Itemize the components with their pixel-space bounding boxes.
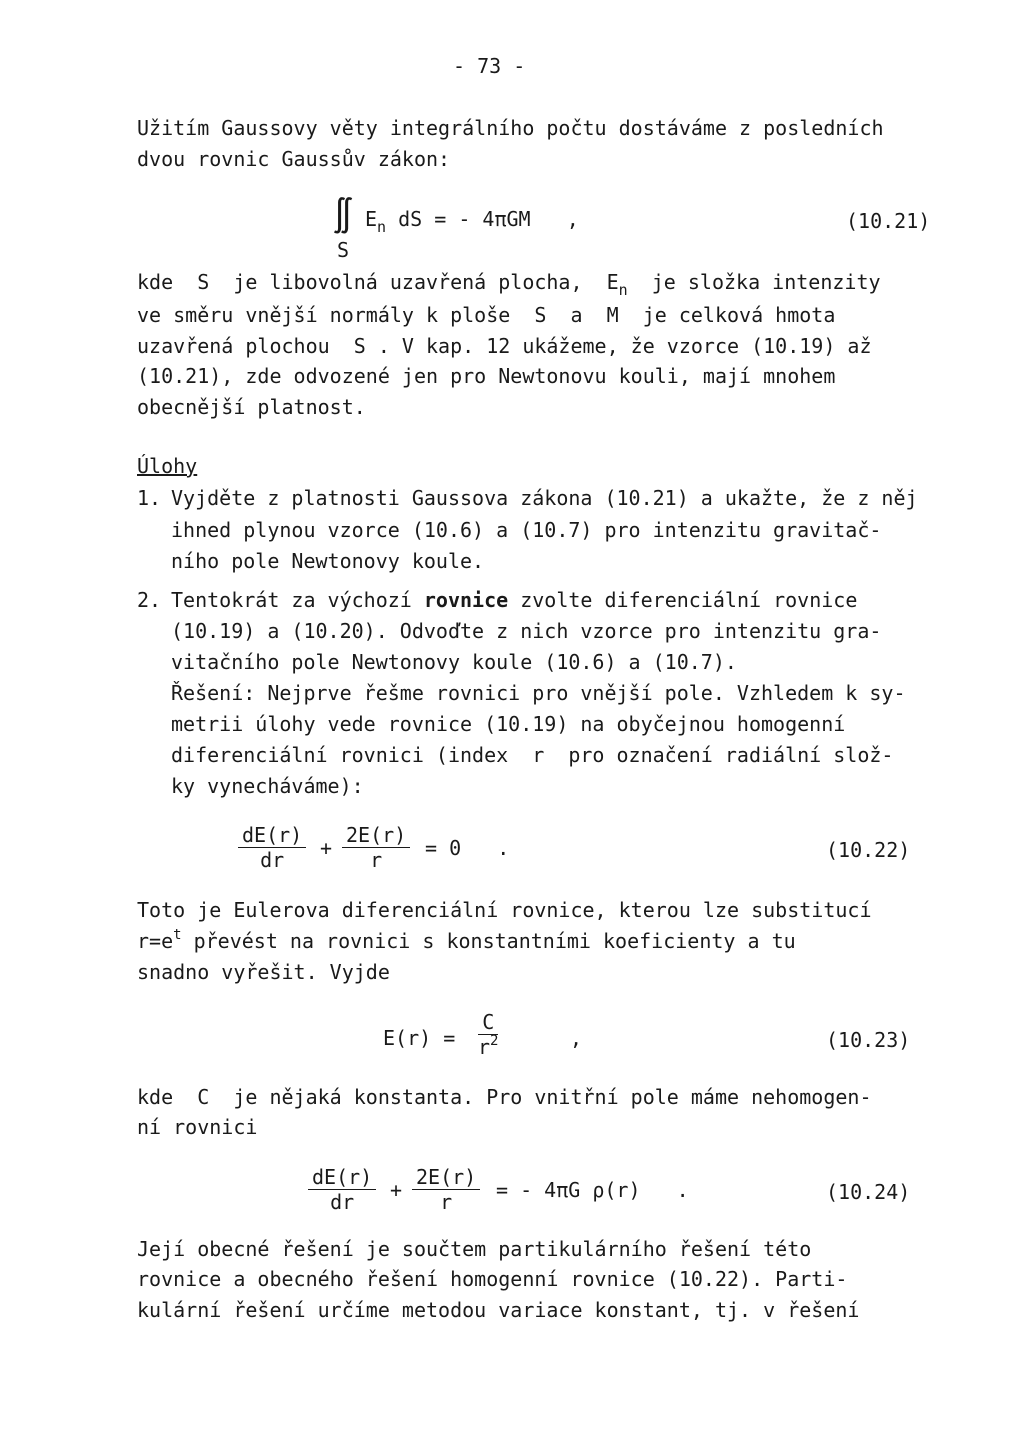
surface-integral-symbol: ∬ <box>333 196 354 236</box>
p4-line-2: ní rovnici <box>137 1115 258 1139</box>
fraction-C-r2 <box>478 1010 498 1059</box>
item-2-line-6: diferenciální rovnici (index r pro označení radiální slož- <box>171 743 894 767</box>
p2-line-2: ve směru vnější normály k ploše S a M je celková hmota <box>137 303 836 327</box>
p2-line-1: kde S je libovolná uzavřená plocha, $E_n$ je složka intenzity <box>137 270 881 299</box>
item-2-line-5: metrii úlohy vede rovnice (10.19) na obyčejnou homogenní <box>171 712 846 736</box>
fraction-denominator: dr <box>260 848 285 872</box>
item-2-line-3: vitačního pole Newtonovy koule (10.6) a (10.7). <box>171 650 737 674</box>
item-1-number: 1. <box>137 486 162 510</box>
eq-10-24-rhs: = - 4πG ρ(r) . <box>496 1178 689 1202</box>
item-1-line-3: ního pole Newtonovy koule. <box>171 549 485 573</box>
p3-line-3: snadno vyřešit. Vyjde <box>137 960 390 984</box>
p5-line-2: rovnice a obecného řešení homogenní rovnice (10.22). Parti- <box>137 1267 848 1291</box>
p2-line-5: obecnější platnost. <box>137 395 366 419</box>
integral-subscript: S <box>337 238 350 262</box>
item-2-line-4: Řešení: Nejprve řešme rovnici pro vnější pole. Vzhledem k sy- <box>171 681 906 705</box>
fraction-2E-r-2 <box>412 1165 480 1214</box>
eq-10-21-body: $E_n$ dS = - 4πGM , <box>365 207 579 236</box>
fraction-dE-dr <box>238 823 306 872</box>
item-2-line-1: Tentokrát za výchozí rovnice zvolte diferenciální rovnice <box>171 588 858 612</box>
fraction-denominator: dr <box>330 1190 355 1214</box>
intro-line-1: Užitím Gaussovy věty integrálního počtu dostáváme z posledních <box>137 116 884 140</box>
fraction-numerator: 2E(r) <box>412 1165 480 1190</box>
p5-line-3: kulární řešení určíme metodou variace konstant, tj. v řešení <box>137 1298 860 1322</box>
plus-sign: + <box>320 836 333 860</box>
fraction-2E-r <box>342 823 410 872</box>
plus-sign-2: + <box>390 1178 403 1202</box>
eq-number-10-22: (10.22) <box>826 838 911 862</box>
p3-line-1: Toto je Eulerova diferenciální rovnice, kterou lze substitucí <box>137 898 872 922</box>
item-2-number: 2. <box>137 588 162 612</box>
eq-number-10-21: (10.21) <box>846 209 931 233</box>
fraction-numerator: dE(r) <box>308 1165 376 1190</box>
eq-10-23-lhs: E(r) = <box>383 1026 456 1050</box>
item-1-line-1: Vyjděte z platnosti Gaussova zákona (10.21) a ukažte, že z něj <box>171 486 918 510</box>
p2-line-3: uzavřená plochou S . V kap. 12 ukážeme, že vzorce (10.19) až <box>137 334 872 358</box>
fraction-denominator: r <box>440 1190 453 1214</box>
fraction-denominator: r <box>370 848 383 872</box>
eq-number-10-23: (10.23) <box>826 1028 911 1052</box>
item-1-line-2: ihned plynou vzorce (10.6) a (10.7) pro intenzitu gravitač- <box>171 518 882 542</box>
eq-10-23-comma: , <box>570 1026 583 1050</box>
p3-line-2: $r=e^t$ převést na rovnici s konstantními koeficienty a tu <box>137 927 796 953</box>
p2-line-4: (10.21), zde odvozené jen pro Newtonovu kouli, mají mnohem <box>137 364 836 388</box>
fraction-numerator: dE(r) <box>238 823 306 848</box>
section-heading-ulohy: Úlohy <box>137 454 198 478</box>
p5-line-1: Její obecné řešení je součtem partikulárního řešení této <box>137 1237 812 1261</box>
p4-line-1: kde C je nějaká konstanta. Pro vnitřní pole máme nehomogen- <box>137 1085 872 1109</box>
fraction-dE-dr-2 <box>308 1165 376 1214</box>
item-2-line-2: (10.19) a (10.20). Odvoďte z nich vzorce pro intenzitu gra- <box>171 619 882 643</box>
fraction-denominator: $r^2$ <box>478 1033 499 1059</box>
fraction-numerator: 2E(r) <box>342 823 410 848</box>
eq-10-22-rhs: = 0 . <box>425 836 510 860</box>
fraction-numerator: C <box>478 1010 498 1035</box>
eq-number-10-24: (10.24) <box>826 1180 911 1204</box>
page-number: - 73 - <box>453 54 526 78</box>
item-2-line-7: ky vynecháváme): <box>171 774 364 798</box>
intro-line-2: dvou rovnic Gaussův zákon: <box>137 147 451 171</box>
